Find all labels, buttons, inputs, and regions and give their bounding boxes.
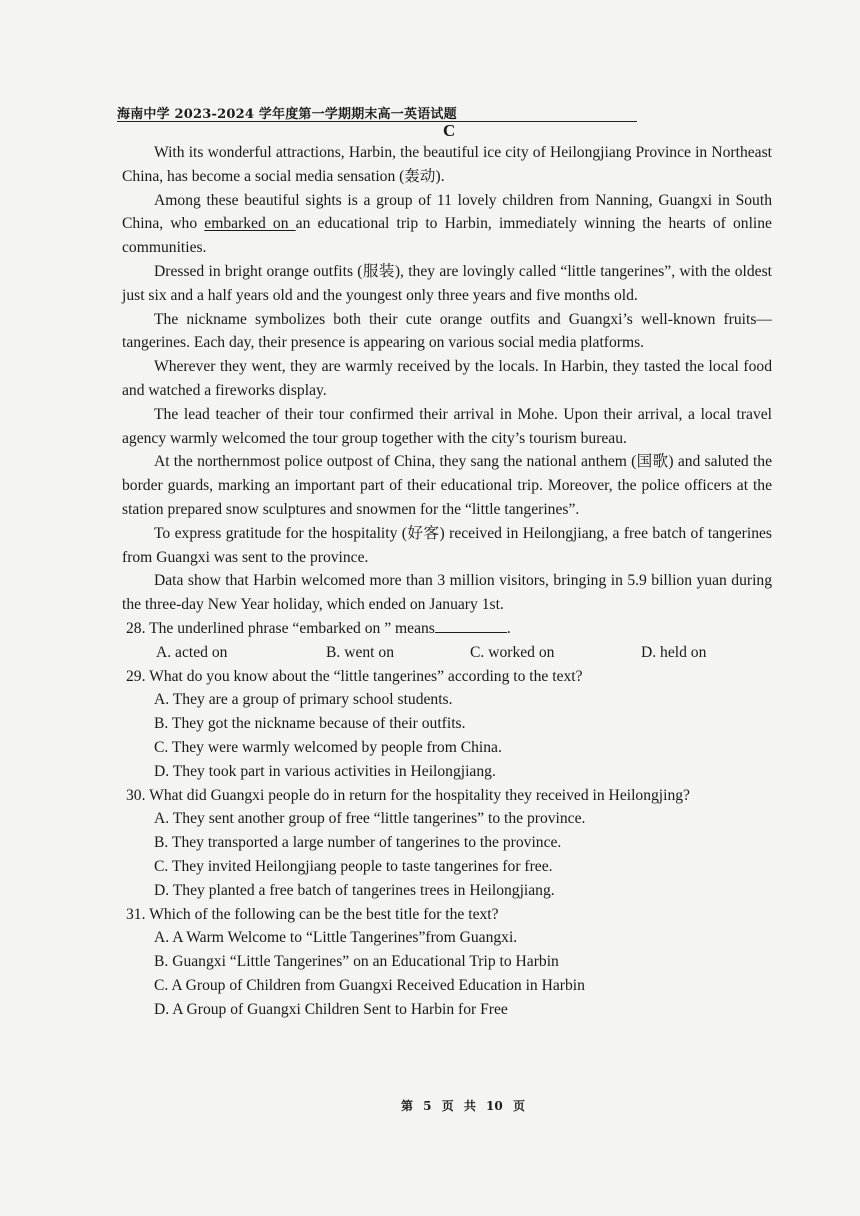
option-d: D. They planted a free batch of tangerines trees in Heilongjiang. (154, 881, 555, 899)
question-stem (126, 617, 776, 641)
answer-blank (435, 618, 507, 633)
passage-paragraph: Wherever they went, they are warmly received by the locals. In Harbin, they tasted the local food and watched a fireworks display. (122, 358, 772, 399)
option-d: D. They took part in various activities in Heilongjiang. (154, 762, 496, 780)
option-b: B. Guangxi “Little Tangerines” on an Educational Trip to Harbin (154, 953, 559, 971)
question-29 (126, 665, 776, 784)
option-d: D. held on (641, 643, 707, 661)
header-divider (117, 121, 637, 122)
passage-paragraph: Data show that Harbin welcomed more than 3 million visitors, bringing in 5.9 billion yuan during the three-day New Year holiday, which ended on January 1st. (122, 572, 772, 614)
option-c: C. A Group of Children from Guangxi Received Education in Harbin (154, 976, 585, 994)
question-stem-text: 28. The underlined phrase “embarked on ” means (126, 620, 435, 637)
underlined-phrase: embarked on (204, 215, 296, 233)
option-b: B. went on (326, 643, 395, 661)
option-a: A. They sent another group of free “little tangerines” to the province. (154, 810, 586, 828)
passage-paragraph: To express gratitude for the hospitality (好客) received in Heilongjiang, a free batch of tangerines from Guangxi was sent to the province. (122, 524, 772, 566)
options-row (126, 641, 776, 665)
question-stem: 29. What do you know about the “little tangerines” according to the text? (126, 667, 583, 685)
passage-text: Among these beautiful sights is a group of 11 lovely children from Nanning, Guangxi in South China, who (122, 191, 772, 233)
passage-paragraph: The lead teacher of their tour confirmed their arrival in Mohe. Upon their arrival, a local travel agency warmly welcomed the tour group together with the city’s tourism bureau. (122, 405, 772, 447)
passage-text: an educational trip to Harbin, immediately winning the hearts of online communities. (122, 215, 772, 257)
option-b: B. They got the nickname because of their outfits. (154, 715, 466, 733)
option-c: C. worked on (470, 643, 555, 661)
section-letter: C (443, 121, 456, 140)
option-a: A. acted on (156, 643, 228, 661)
option-c: C. They invited Heilongjiang people to taste tangerines for free. (154, 857, 553, 875)
passage-paragraph (122, 189, 772, 260)
option-b: B. They transported a large number of tangerines to the province. (154, 834, 562, 852)
passage-paragraph: Dressed in bright orange outfits (服装), they are lovingly called “little tangerines”, with the oldest just six and a half years old and the youngest only three years and five months old. (122, 262, 772, 304)
exam-header: 海南中学 2023-2024 学年度第一学期期末高一英语试题 (117, 107, 457, 122)
option-a: A. A Warm Welcome to “Little Tangerines”from Guangxi. (154, 929, 518, 947)
passage-paragraph: At the northernmost police outpost of China, they sang the national anthem (国歌) and saluted the border guards, marking an important part of their educational trip. Moreover, the police officers at the station prepared snow sculptures and snowmen for the “little tangerines”. (122, 453, 772, 518)
option-d: D. A Group of Guangxi Children Sent to Harbin for Free (154, 1000, 508, 1018)
passage-paragraph: The nickname symbolizes both their cute orange outfits and Guangxi’s well-known fruits—tangerines. Each day, their presence is appearing on various social media platforms. (122, 310, 772, 352)
question-stem: 31. Which of the following can be the best title for the text? (126, 905, 499, 923)
reading-passage (122, 141, 772, 617)
question-31 (126, 903, 776, 1022)
question-stem: 30. What did Guangxi people do in return for the hospitality they received in Heilongjing? (126, 786, 690, 804)
option-c: C. They were warmly welcomed by people from China. (154, 738, 502, 756)
option-a: A. They are a group of primary school students. (154, 691, 453, 709)
page-number: 第 5 页 共 10 页 (401, 1099, 525, 1113)
passage-paragraph: With its wonderful attractions, Harbin, the beautiful ice city of Heilongjiang Province in Northeast China, has become a social media sensation (轰动). (122, 144, 772, 185)
questions-section (126, 617, 776, 1022)
question-30 (126, 784, 776, 903)
question-stem-end: . (506, 620, 511, 637)
question-28 (126, 617, 776, 665)
